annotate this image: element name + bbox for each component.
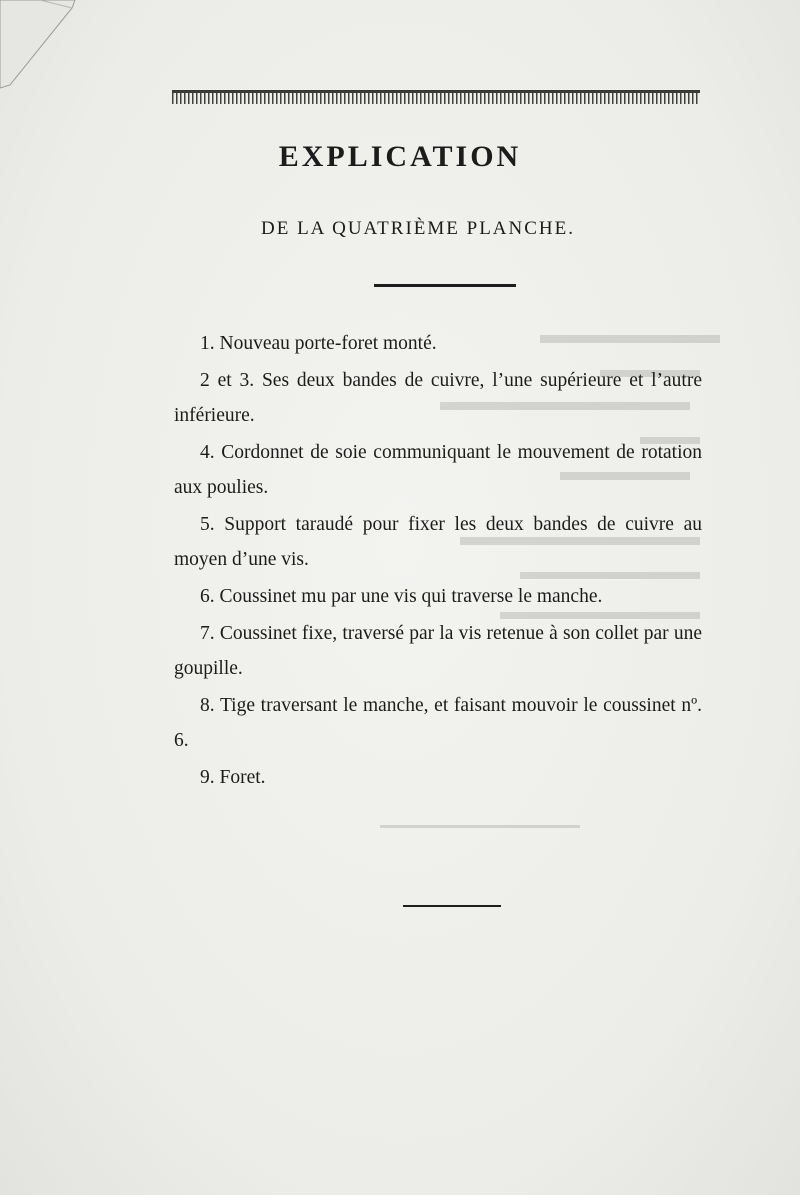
list-item: 8. Tige traversant le manche, et faisant mouvoir le coussinet nº. 6. <box>174 695 702 751</box>
list-item: 5. Support taraudé pour fixer les deux bandes de cuivre au moyen d’une vis. <box>174 514 702 570</box>
list-item: 7. Coussinet fixe, traversé par la vis retenue à son collet par une goupille. <box>174 623 702 679</box>
page-title: EXPLICATION <box>278 140 522 173</box>
entry-list <box>174 326 702 797</box>
list-item: 1. Nouveau porte-foret monté. <box>200 333 437 354</box>
closing-divider <box>403 905 501 907</box>
title-divider <box>374 284 516 287</box>
list-item: 9. Foret. <box>200 767 266 788</box>
folded-corner <box>0 0 90 90</box>
list-item: 2 et 3. Ses deux bandes de cuivre, l’une supérieure et l’autre inférieure. <box>174 370 702 426</box>
list-item: 4. Cordonnet de soie communiquant le mouvement de rotation aux poulies. <box>174 442 702 498</box>
list-item: 6. Coussinet mu par une vis qui traverse le manche. <box>200 586 603 607</box>
page-subtitle: DE LA QUATRIÈME PLANCHE. <box>261 218 575 239</box>
ornamental-header-rule <box>172 90 700 104</box>
